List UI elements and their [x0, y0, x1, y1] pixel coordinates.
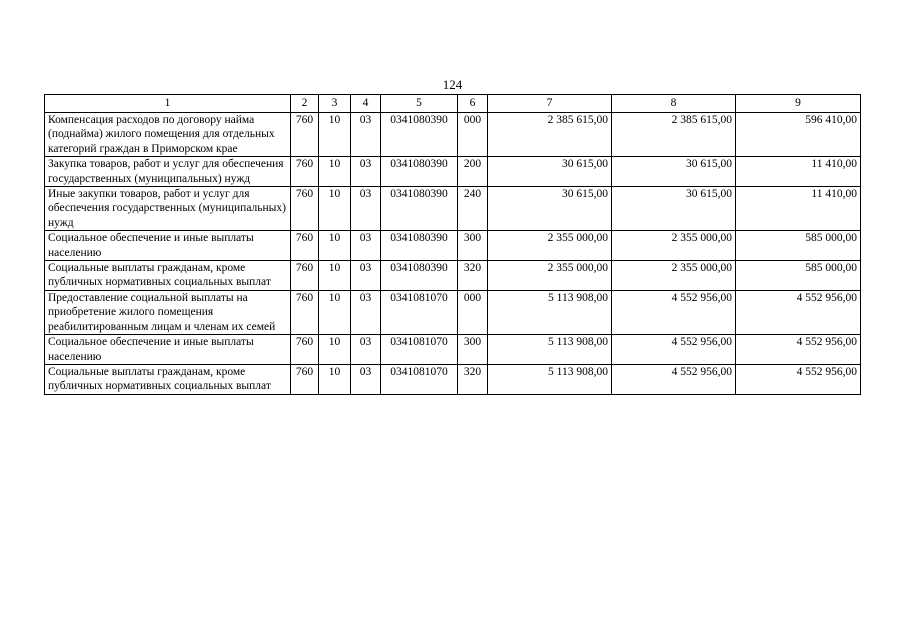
table-row [45, 231, 861, 261]
target-article-code: 0341081070 [381, 290, 458, 334]
amount-col9: 585 000,00 [736, 261, 861, 291]
amount-col7: 2 385 615,00 [488, 113, 612, 157]
target-article-code: 0341080390 [381, 231, 458, 261]
expense-type-code: 000 [458, 290, 488, 334]
amount-col7: 5 113 908,00 [488, 335, 612, 365]
header-cell-2: 2 [291, 95, 319, 113]
amount-col8: 30 615,00 [612, 157, 736, 187]
amount-col7: 30 615,00 [488, 157, 612, 187]
table-row [45, 113, 861, 157]
row-description: Социальные выплаты гражданам, кроме публичных нормативных социальных выплат [45, 261, 291, 291]
expense-type-code: 200 [458, 157, 488, 187]
amount-col7: 5 113 908,00 [488, 290, 612, 334]
table-row [45, 290, 861, 334]
section-code: 10 [319, 261, 351, 291]
amount-col7: 2 355 000,00 [488, 261, 612, 291]
section-code: 10 [319, 364, 351, 394]
ministry-code: 760 [291, 364, 319, 394]
amount-col8: 2 355 000,00 [612, 231, 736, 261]
header-cell-3: 3 [319, 95, 351, 113]
table-row [45, 364, 861, 394]
expense-type-code: 320 [458, 364, 488, 394]
header-cell-9: 9 [736, 95, 861, 113]
table-row [45, 261, 861, 291]
table-row [45, 187, 861, 231]
row-description: Социальное обеспечение и иные выплаты населению [45, 231, 291, 261]
expense-type-code: 240 [458, 187, 488, 231]
subsection-code: 03 [351, 231, 381, 261]
amount-col9: 11 410,00 [736, 187, 861, 231]
subsection-code: 03 [351, 335, 381, 365]
amount-col8: 4 552 956,00 [612, 335, 736, 365]
ministry-code: 760 [291, 261, 319, 291]
amount-col9: 4 552 956,00 [736, 364, 861, 394]
ministry-code: 760 [291, 290, 319, 334]
row-description: Компенсация расходов по договору найма (поднайма) жилого помещения для отдельных категорий граждан в Приморском крае [45, 113, 291, 157]
ministry-code: 760 [291, 231, 319, 261]
section-code: 10 [319, 187, 351, 231]
ministry-code: 760 [291, 335, 319, 365]
ministry-code: 760 [291, 187, 319, 231]
subsection-code: 03 [351, 364, 381, 394]
section-code: 10 [319, 335, 351, 365]
expense-type-code: 320 [458, 261, 488, 291]
target-article-code: 0341081070 [381, 364, 458, 394]
section-code: 10 [319, 113, 351, 157]
section-code: 10 [319, 231, 351, 261]
header-cell-7: 7 [488, 95, 612, 113]
expense-type-code: 000 [458, 113, 488, 157]
amount-col9: 4 552 956,00 [736, 290, 861, 334]
subsection-code: 03 [351, 113, 381, 157]
amount-col9: 4 552 956,00 [736, 335, 861, 365]
amount-col9: 585 000,00 [736, 231, 861, 261]
target-article-code: 0341081070 [381, 335, 458, 365]
amount-col8: 2 355 000,00 [612, 261, 736, 291]
amount-col7: 5 113 908,00 [488, 364, 612, 394]
amount-col8: 30 615,00 [612, 187, 736, 231]
amount-col7: 2 355 000,00 [488, 231, 612, 261]
header-cell-1: 1 [45, 95, 291, 113]
amount-col7: 30 615,00 [488, 187, 612, 231]
row-description: Предоставление социальной выплаты на приобретение жилого помещения реабилитированным лицам и членам их семей [45, 290, 291, 334]
page-number: 124 [442, 77, 463, 92]
amount-col8: 4 552 956,00 [612, 364, 736, 394]
target-article-code: 0341080390 [381, 187, 458, 231]
subsection-code: 03 [351, 290, 381, 334]
amount-col9: 596 410,00 [736, 113, 861, 157]
header-cell-6: 6 [458, 95, 488, 113]
subsection-code: 03 [351, 157, 381, 187]
expense-type-code: 300 [458, 335, 488, 365]
subsection-code: 03 [351, 261, 381, 291]
row-description: Закупка товаров, работ и услуг для обеспечения государственных (муниципальных) нужд [45, 157, 291, 187]
row-description: Социальное обеспечение и иные выплаты населению [45, 335, 291, 365]
row-description: Социальные выплаты гражданам, кроме публичных нормативных социальных выплат [45, 364, 291, 394]
subsection-code: 03 [351, 187, 381, 231]
section-code: 10 [319, 290, 351, 334]
target-article-code: 0341080390 [381, 261, 458, 291]
budget-table [44, 94, 861, 395]
header-cell-5: 5 [381, 95, 458, 113]
expense-type-code: 300 [458, 231, 488, 261]
ministry-code: 760 [291, 113, 319, 157]
table-row [45, 335, 861, 365]
header-cell-4: 4 [351, 95, 381, 113]
section-code: 10 [319, 157, 351, 187]
ministry-code: 760 [291, 157, 319, 187]
target-article-code: 0341080390 [381, 157, 458, 187]
header-cell-8: 8 [612, 95, 736, 113]
target-article-code: 0341080390 [381, 113, 458, 157]
row-description: Иные закупки товаров, работ и услуг для обеспечения государственных (муниципальных) нужд [45, 187, 291, 231]
amount-col8: 4 552 956,00 [612, 290, 736, 334]
header-row [45, 95, 861, 113]
table-row [45, 157, 861, 187]
amount-col9: 11 410,00 [736, 157, 861, 187]
amount-col8: 2 385 615,00 [612, 113, 736, 157]
